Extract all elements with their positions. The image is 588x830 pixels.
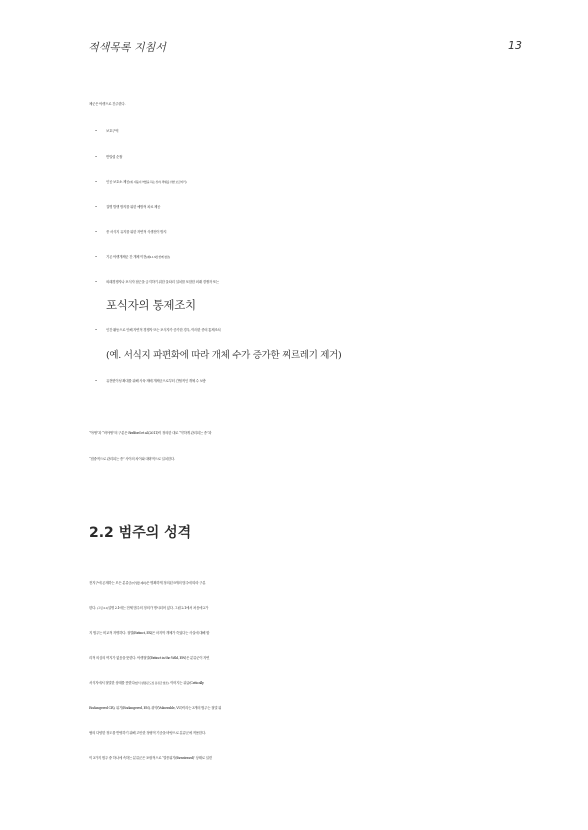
bullet-dot-icon: •: [95, 230, 97, 234]
paragraph-line: Endangered CR), 위기(Endangered, EN), 취약(Vulnerable, VU)이라는 3개의 범주는 절멸 위: [89, 706, 222, 710]
bullet-dot-icon: •: [95, 205, 97, 209]
page-number: 13: [508, 39, 522, 52]
intro-line: 체군은 야생으로 간주한다.: [89, 102, 126, 106]
list-item: • 종 서식지 유지를 위한 자연적 식생천이 방지: [95, 225, 535, 240]
list-item: • 질병 발생 방지를 위한 예방적 치료 제공: [95, 200, 535, 215]
bullet-note: (제2.1.3장 함께 참조): [146, 255, 170, 259]
list-item-continuation: 포식자의 통제조치: [106, 298, 196, 312]
list-item: • 외래경쟁자나 포식자 접근을 금지하기 위한 울타리 설치를 포함한 외래 경쟁자 또는: [95, 275, 535, 290]
paragraph-line: 서식지에서 절멸한 상태를 뜻한다(앞서 설명된 도입 분류군 참조). 이어지는 위급(Critically: [89, 681, 204, 685]
paragraph-line: 협의 다양한 정도를 반영하기 위해 고안한 정량적 기준을 바탕으로 분류군에 적용한다.: [89, 731, 206, 735]
bullet-dot-icon: •: [95, 379, 97, 383]
bullet-dot-icon: •: [95, 180, 97, 184]
paragraph-line: “야생”과 “비야생”의 구분은 Redford et al.(2011)이 정의한 대로 “약하게 관리되는 종”과: [89, 431, 212, 435]
paragraph-line: 이 3가지 범주 중 하나에 속하는 분류군은 포괄적으로 ‘멸종위기(threatened)’ 상태로 일컫: [89, 756, 212, 760]
list-item: • 기존 야생개체군 간 개체 이전(제2.1.3장 함께 참조): [95, 250, 535, 265]
list-item: • 인간 활동으로 인해 자연적 경쟁자 또는 포식자가 증가한 경우, 이러한 종의 통제조치: [95, 323, 535, 338]
bullet-note: (예. 새둥지 역할을 하는 상자, 박쥐를 위한 보금자리): [129, 180, 187, 184]
paragraph-line: “집중적으로 관리되는 종” 사이의 차이와 대략적으로 일치한다.: [89, 457, 175, 461]
bullet-dot-icon: •: [95, 280, 97, 284]
list-item: • 보호구역: [95, 124, 535, 139]
paragraph-line: 지 범주는 비교적 자명하다. 절멸(Extinct, EX)은 마지막 개체가 죽었다는 사실에 대해 합: [89, 631, 210, 635]
paragraph-line: 한다. (그림 2.1)설명 2.1에는 전체 범주의 정의가 명시되어 있다. 그림 2.1에서 처음에 2가: [89, 606, 209, 610]
paragraph-line: 리적 의심의 여지가 없음을 뜻한다. 야생절멸(Extinct in the Wild, EW)은 분류군이 자연: [89, 656, 210, 660]
bullet-dot-icon: •: [95, 129, 97, 133]
bullet-dot-icon: •: [95, 328, 97, 332]
running-header-title: 적색목록 지침서: [88, 41, 166, 54]
bullet-dot-icon: •: [95, 155, 97, 159]
list-item: • 유전변이성 확대를 위해 사육·재배 개체군으로부터 간헐적인 개체 수 보충: [95, 374, 535, 389]
bullet-dot-icon: •: [95, 255, 97, 259]
section-heading: 2.2 범주의 성격: [89, 525, 192, 541]
list-item: • 반밀렵 순찰: [95, 150, 535, 165]
paragraph-line: 전지구에 존재하는 모든 분류군(미생물 제외)은 명확하게 정의된 9개의 범주에 따라 구분: [89, 581, 206, 585]
list-item-note: (예. 서식지 파편화에 따라 개체 수가 증가한 찌르레기 제거): [106, 350, 342, 361]
list-item: • 인공 보호소 제공(예. 새둥지 역할을 하는 상자, 박쥐를 위한 보금자리): [95, 175, 535, 190]
